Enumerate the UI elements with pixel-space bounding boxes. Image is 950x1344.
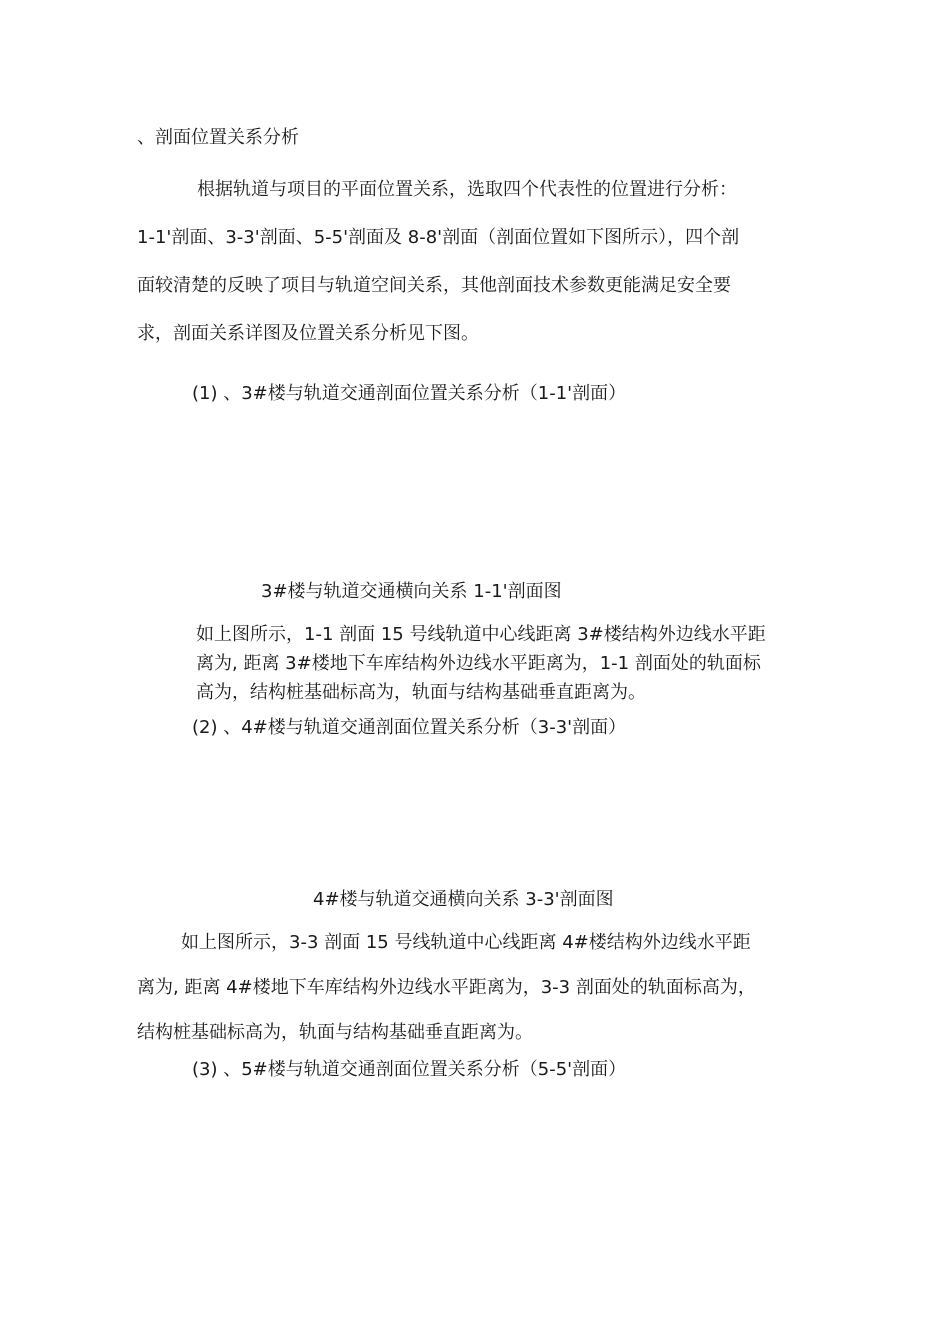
subsection-heading-1: (1) 、3#楼与轨道交通剖面位置关系分析（1-1'剖面）	[192, 383, 627, 404]
analysis-line: 离为, 距离 4#楼地下车库结构外边线水平距离为，3-3 剖面处的轨面标高为，	[137, 977, 756, 998]
analysis-paragraph-2	[137, 920, 756, 1055]
analysis-line: 如上图所示，3-3 剖面 15 号线轨道中心线距离 4#楼结构外边线水平距	[181, 932, 751, 953]
figure-caption-1: 3#楼与轨道交通横向关系 1-1'剖面图	[261, 581, 562, 602]
intro-line: 根据轨道与项目的平面位置关系，选取四个代表性的位置进行分析：	[197, 179, 737, 200]
intro-line: 面较清楚的反映了项目与轨道空间关系，其他剖面技术参数更能满足安全要	[137, 275, 731, 296]
subsection-heading-3: (3) 、5#楼与轨道交通剖面位置关系分析（5-5'剖面）	[192, 1059, 627, 1080]
intro-paragraph	[137, 166, 739, 358]
analysis-line: 如上图所示，1-1 剖面 15 号线轨道中心线距离 3#楼结构外边线水平距	[196, 624, 766, 645]
analysis-line: 离为, 距离 3#楼地下车库结构外边线水平距离为，1-1 剖面处的轨面标	[196, 653, 761, 674]
subsection-heading-2: (2) 、4#楼与轨道交通剖面位置关系分析（3-3'剖面）	[192, 717, 627, 738]
analysis-paragraph-1	[196, 620, 766, 707]
section-heading: 、剖面位置关系分析	[137, 127, 299, 148]
analysis-line: 结构桩基础标高为，轨面与结构基础垂直距离为。	[137, 1022, 533, 1043]
intro-line: 求，剖面关系详图及位置关系分析见下图。	[137, 323, 479, 344]
figure-caption-2: 4#楼与轨道交通横向关系 3-3'剖面图	[313, 889, 614, 910]
analysis-line: 高为，结构桩基础标高为，轨面与结构基础垂直距离为。	[196, 682, 646, 703]
intro-line: 1-1'剖面、3-3'剖面、5-5'剖面及 8-8'剖面（剖面位置如下图所示），四个剖	[137, 227, 740, 248]
